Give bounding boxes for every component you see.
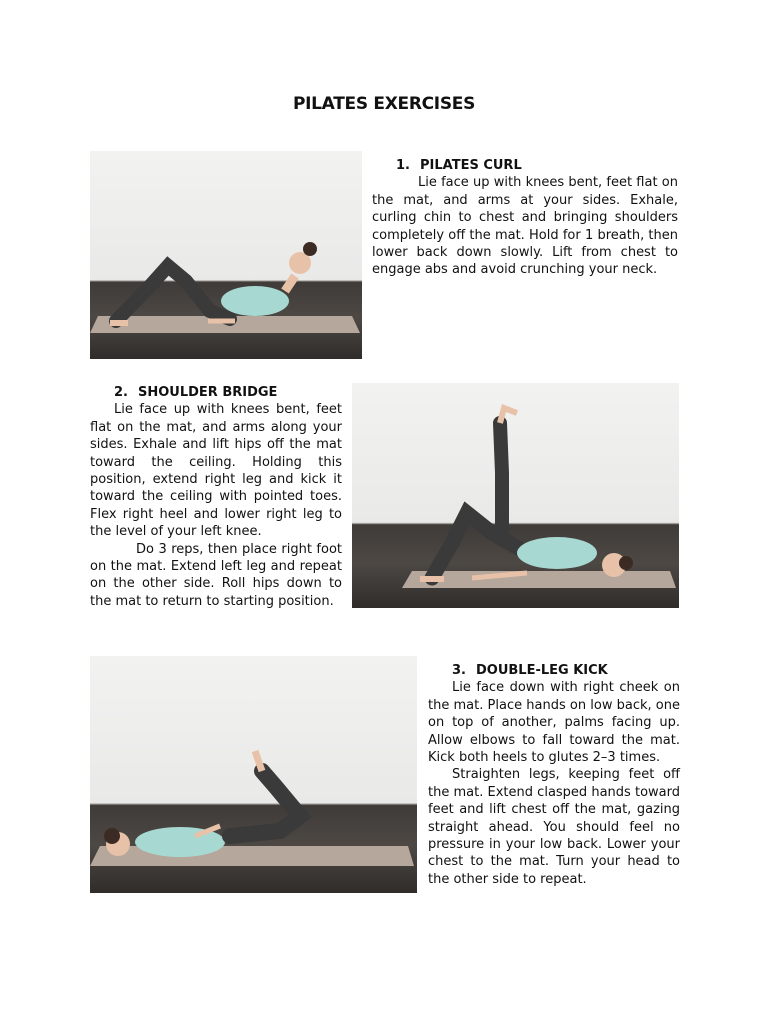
exercise-2-number: 2. bbox=[114, 385, 128, 400]
exercise-3-number: 3. bbox=[452, 663, 466, 678]
exercise-1-paragraph: Lie face up with knees bent, feet flat on the mat, and arms at your sides. Exhale, curling chin to chest and bringing shoulders completely off the mat. Hold for 1 breath, then lower back down slowly. Lift from chest to engage abs and avoid crunching your neck. bbox=[372, 175, 678, 278]
exercise-2-heading bbox=[90, 384, 342, 401]
exercise-3-text bbox=[428, 662, 680, 888]
shoulder-bridge-photo bbox=[352, 383, 679, 608]
exercise-1-name: PILATES CURL bbox=[420, 158, 522, 173]
exercise-3-paragraph-2: Straighten legs, keeping feet off the mat. Extend clasped hands toward feet and lift chest off the mat, gazing straight ahead. You should feel no pressure in your low back. Lower your chest to the mat. Turn your head to the other side to repeat. bbox=[428, 767, 680, 887]
exercise-3-name: DOUBLE-LEG KICK bbox=[476, 663, 608, 678]
double-leg-kick-photo bbox=[90, 656, 417, 893]
exercise-3-heading bbox=[428, 662, 680, 679]
exercise-1-text bbox=[372, 157, 678, 279]
exercise-1-heading bbox=[372, 157, 678, 174]
exercise-2-paragraph-1: Lie face up with knees bent, feet flat on the mat, and arms along your sides. Exhale and lift hips off the mat toward the ceiling. Holding this position, extend right leg and kick it toward the ceiling with pointed toes. Flex right heel and lower right leg to the level of your left knee. bbox=[90, 402, 342, 540]
exercise-2-name: SHOULDER BRIDGE bbox=[138, 385, 278, 400]
exercise-3-paragraph-1: Lie face down with right cheek on the mat. Place hands on low back, one on top of another, palms facing up. Allow elbows to fall toward the mat. Kick both heels to glutes 2–3 times. bbox=[428, 680, 680, 766]
pilates-curl-photo bbox=[90, 151, 362, 359]
page-title: PILATES EXERCISES bbox=[292, 94, 476, 114]
exercise-1-number: 1. bbox=[396, 158, 410, 173]
exercise-2-paragraph-2: Do 3 reps, then place right foot on the mat. Extend left leg and repeat on the other side. Roll hips down to the mat to return to starting position. bbox=[90, 541, 342, 609]
exercise-2-text bbox=[90, 384, 342, 610]
